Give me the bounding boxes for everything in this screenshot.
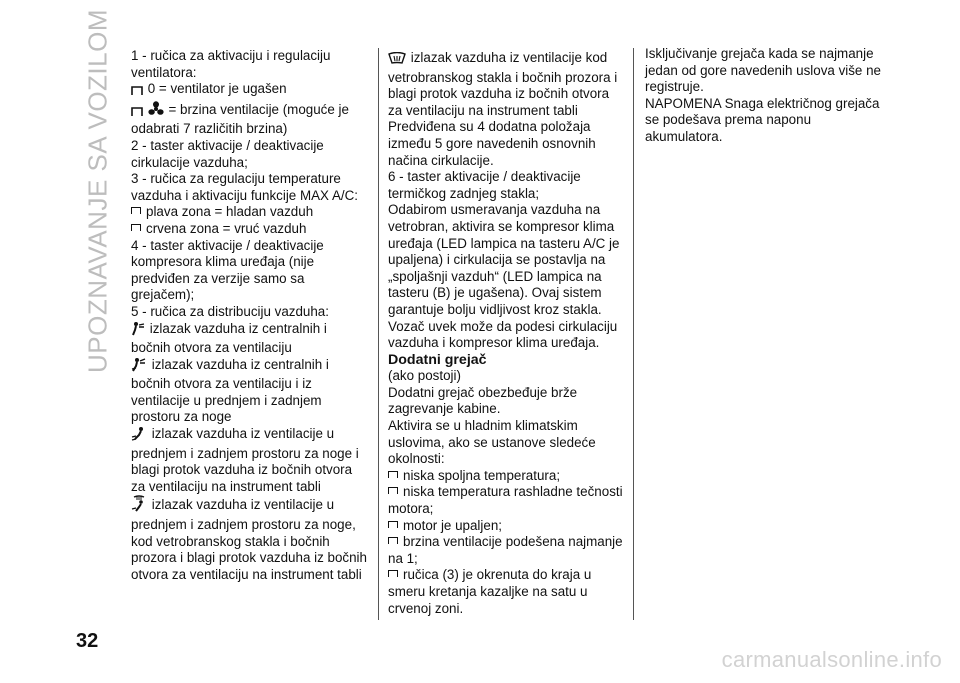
paragraph: 2 - taster aktivacije / deaktivacije cirkulacije vazduha; — [131, 137, 324, 170]
paragraph: Dodatni grejač obezbeđuje brže zagrevanje kabine. — [388, 384, 578, 417]
list-item-text: izlazak vazduha iz ventilacije kod vetrobranskog stakla i bočnih prozora i blagi protok vazduha iz bočnih otvora za ventilaciju na instrument tabli — [388, 50, 618, 118]
list-item-text: izlazak vazduha iz ventilacije u prednjem i zadnjem prostoru za noge, kod vetrobranskog stakla i bočnih prozora i blagi protok vazduha iz bočnih otvora za ventilaciju na instrument tabli — [131, 497, 367, 582]
page-number: 32 — [76, 630, 99, 652]
fan-speed-icon — [148, 101, 164, 122]
paragraph: 3 - ručica za regulaciju temperature vazduha i aktivaciju funkcije MAX A/C: — [131, 171, 358, 203]
air-feet-windshield-icon — [131, 495, 147, 517]
list-item: niska temperatura rashladne tečnosti motora; — [388, 484, 623, 517]
list-item-text: izlazak vazduha iz centralnih i bočnih otvora za ventilaciju — [131, 320, 327, 356]
paragraph: NAPOMENA Snaga električnog grejača se podešava prema naponu akumulatora. — [645, 95, 880, 144]
list-item-text: izlazak vazduha iz centralnih i bočnih otvora za ventilaciju i iz ventilacije u prednjem i zadnjem prostoru za noge — [131, 356, 329, 425]
section-side-title — [78, 8, 118, 373]
fan-off-icon — [131, 84, 143, 101]
paragraph: 4 - taster aktivacije / deaktivacije kompresora klima uređaja (nije predviđen za verzije samo sa grejačem); — [131, 237, 324, 303]
paragraph: Isključivanje grejača kada se najmanje jedan od gore navedenih uslova više ne registruje. — [645, 46, 881, 95]
paragraph: Aktivira se u hladnim klimatskim uslovima, ako se ustanove sledeće okolnosti: — [388, 418, 596, 467]
list-item — [131, 426, 367, 495]
list-item — [131, 101, 367, 138]
text-column-2 — [388, 50, 624, 617]
list-item: brzina ventilacije podešena najmanje na 1; — [388, 534, 623, 566]
column-divider — [378, 48, 379, 620]
list-item: ručica (3) je okrenuta do kraja u smeru kretanja kazaljke na satu u crvenoj zoni. — [388, 567, 624, 617]
paragraph: 1 - ručica za aktivaciju i regulaciju ventilatora: — [131, 48, 331, 80]
list-item-text: = brzina ventilacije (moguće je odabrati 7 različitih brzina) — [131, 101, 349, 137]
air-feet-icon — [131, 426, 147, 446]
air-face-feet-icon — [131, 357, 147, 377]
paragraph: (ako postoji) — [388, 368, 461, 384]
list-item: niska spoljna temperatura; — [388, 468, 624, 485]
list-item-text: 0 = ventilator je ugašen — [147, 81, 287, 97]
bullet-icon — [131, 105, 143, 122]
paragraph: Odabirom usmeravanja vazduha na vetrobran, aktivira se kompresor klima uređaja (LED lampica na tasteru A/C je upaljena) i cirkulacija se postavlja na „spoljašnji vazduh“ (LED lampica na tasteru (B) je ugašena). Ovaj sistem garantuje bolju vidljivost kroz stakla. Vozač uvek može da podesi cirkulaciju vazduha i kompresor klima uređaja. — [388, 202, 620, 351]
list-item — [131, 495, 367, 583]
list-item — [131, 357, 367, 426]
text-column-1 — [131, 48, 367, 583]
paragraph: Predviđena su 4 dodatna položaja između 5 gore navedenih osnovnih načina cirkulacije. — [388, 119, 596, 168]
list-item — [131, 81, 367, 101]
list-item: motor je upaljen; — [388, 518, 624, 535]
text-column-3 — [645, 46, 881, 146]
list-item: plava zona = hladan vazduh — [131, 204, 367, 221]
air-face-icon — [131, 321, 145, 341]
section-heading: Dodatni grejač — [388, 351, 487, 368]
column-divider — [633, 48, 634, 620]
list-item: crvena zona = vruć vazduh — [131, 221, 367, 238]
paragraph: 5 - ručica za distribuciju vazduha: — [131, 303, 329, 319]
watermark: carmanualsonline.info — [721, 647, 942, 672]
list-item — [131, 321, 367, 357]
air-windshield-icon — [388, 52, 406, 70]
section-side-title-text: UPOZNAVANJE SA VOZILOM — [82, 8, 113, 373]
list-item-text: izlazak vazduha iz ventilacije u prednjem i zadnjem prostoru za noge i blagi protok vazduha iz bočnih otvora za ventilaciju na instrument tabli — [131, 426, 359, 494]
list-item — [388, 50, 624, 119]
paragraph: 6 - taster aktivacije / deaktivacije termičkog zadnjeg stakla; — [388, 169, 581, 201]
